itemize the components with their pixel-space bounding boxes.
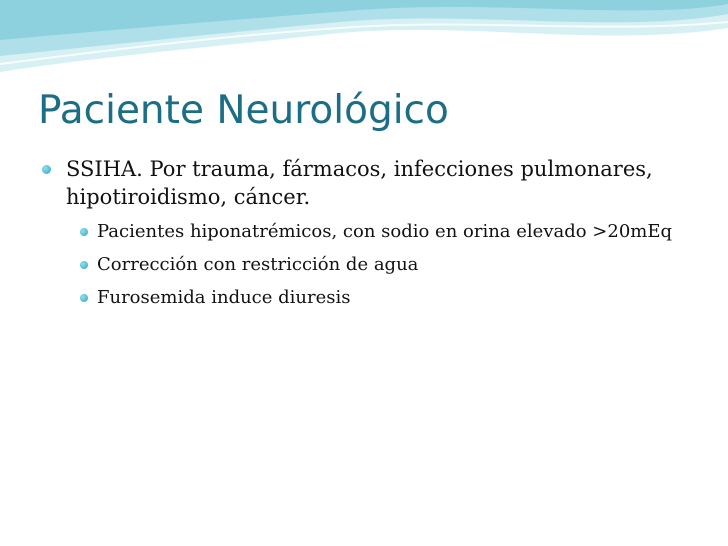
sub-bullet-item	[42, 285, 682, 311]
slide-title: Paciente Neurológico	[38, 88, 449, 133]
bullet-list	[42, 155, 682, 318]
sub-bullet-text: Corrección con restricción de agua	[97, 254, 419, 275]
bullet-text: SSIHA. Por trauma, fármacos, infecciones pulmonares, hipotiroidismo, cáncer.	[66, 157, 653, 209]
bullet-icon	[80, 228, 88, 236]
sub-bullet-item	[42, 252, 682, 278]
bullet-icon	[80, 261, 88, 269]
bullet-icon	[42, 165, 51, 174]
header-wave-decoration	[0, 0, 728, 80]
bullet-icon	[80, 294, 88, 302]
sub-bullet-text: Furosemida induce diuresis	[97, 287, 351, 308]
sub-bullet-item	[42, 219, 682, 245]
bullet-item	[42, 155, 682, 211]
sub-bullet-text: Pacientes hiponatrémicos, con sodio en orina elevado >20mEq	[97, 221, 673, 242]
